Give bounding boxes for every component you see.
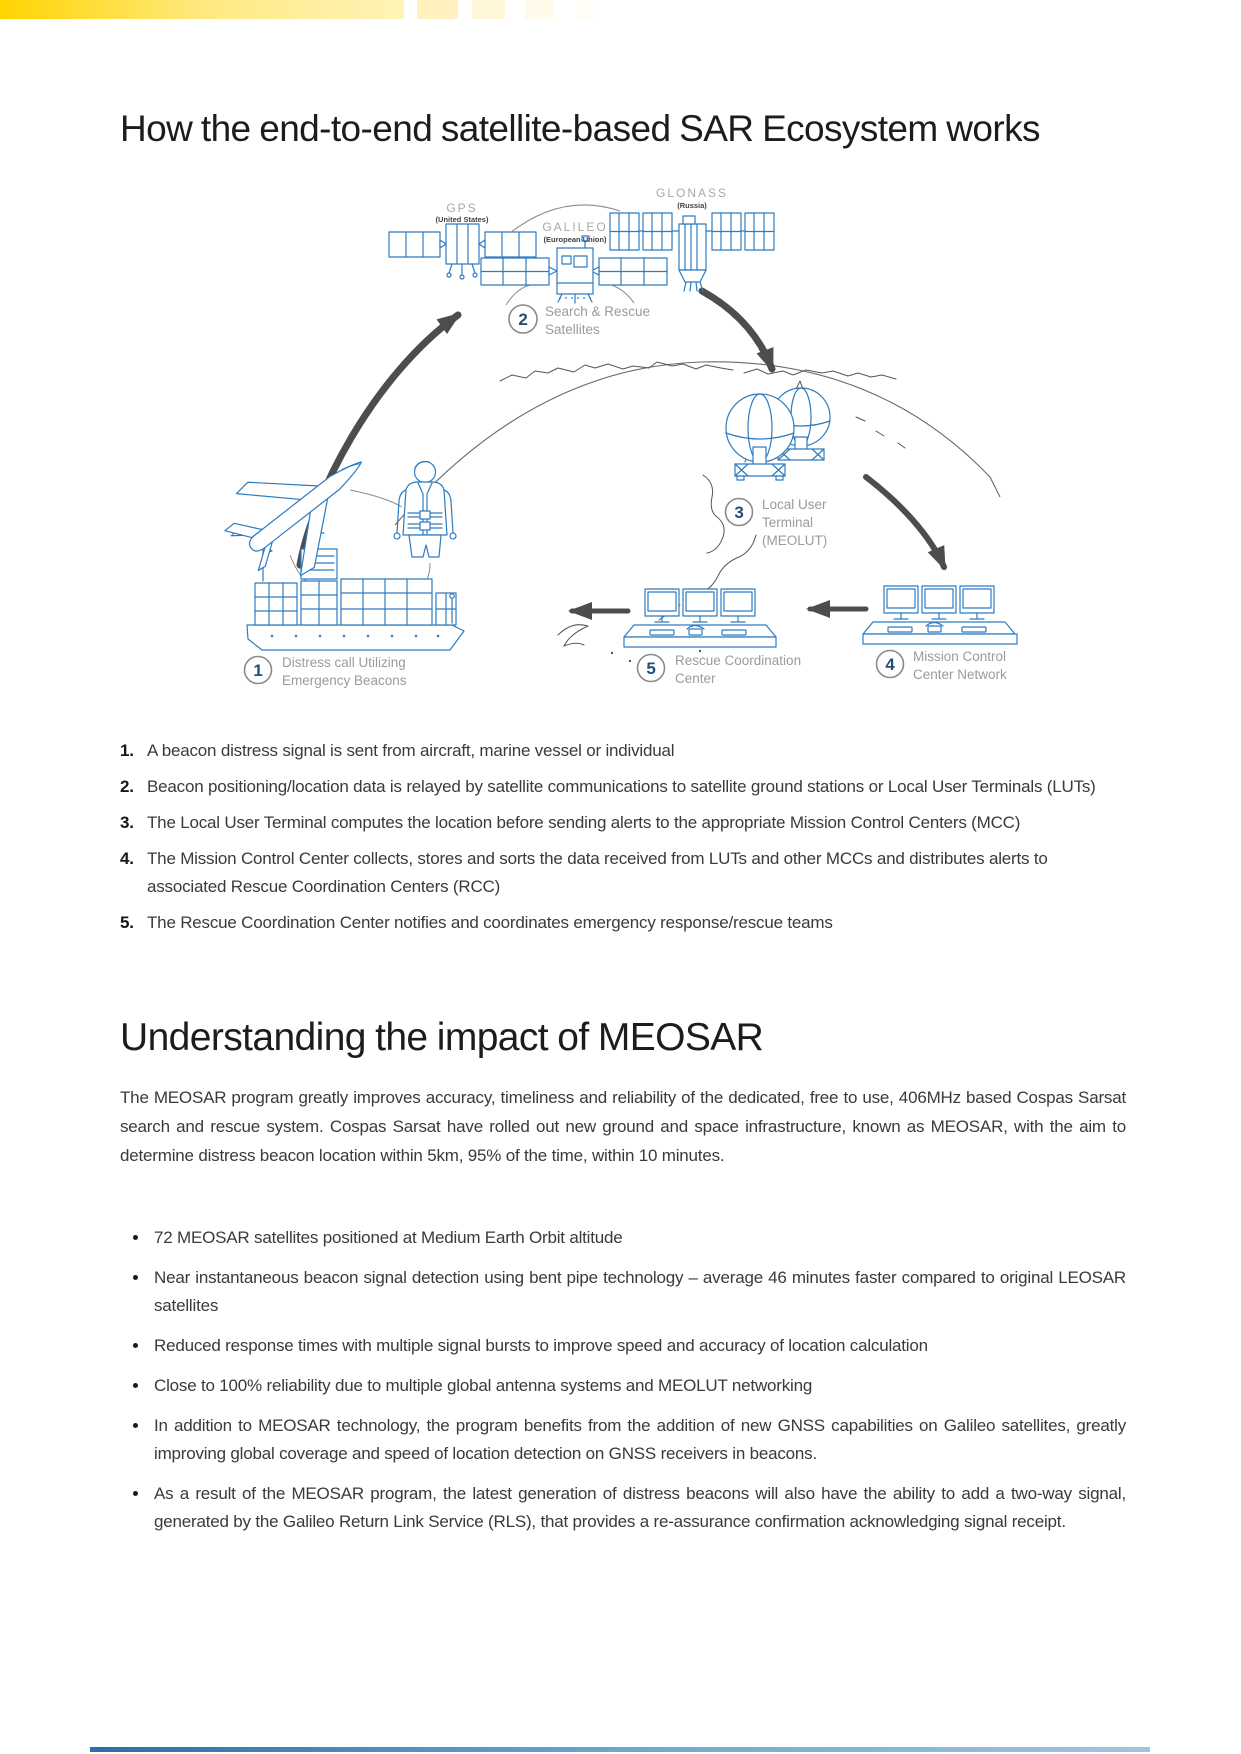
bullet-text: Reduced response times with multiple signal bursts to improve speed and accuracy of location calculation <box>154 1336 928 1355</box>
signal-arrows <box>300 291 944 611</box>
bullet-dot <box>133 1275 138 1280</box>
bullet-text: As a result of the MEOSAR program, the latest generation of distress beacons will also have the ability to add a two-way signal, generated by the Galileo Return Link Service (RLS), that provides a re-assurance confirmation acknowledging signal receipt. <box>154 1484 1126 1531</box>
svg-text:Mission Control: Mission Control <box>913 649 1007 664</box>
callout-5-rcc <box>638 653 802 686</box>
bullet-text: In addition to MEOSAR technology, the program benefits from the addition of new GNSS capabilities on Galileo satellites, greatly improving global coverage and speed of location detection on GNSS receivers in beacons. <box>154 1416 1126 1463</box>
callout-4-mcc <box>877 649 1008 682</box>
bullet-item <box>120 1372 1126 1400</box>
top-accent-bar <box>0 0 1241 19</box>
bullet-text: Close to 100% reliability due to multiple global antenna systems and MEOLUT networking <box>154 1376 813 1395</box>
bullet-item <box>120 1264 1126 1320</box>
bullet-item <box>120 1224 1126 1252</box>
gps-label: GPS <box>446 201 478 215</box>
bullet-dot <box>133 1235 138 1240</box>
bullet-dot <box>133 1491 138 1496</box>
svg-text:Terminal: Terminal <box>762 515 814 530</box>
gps-country-label: (United States) <box>435 215 489 224</box>
svg-text:4: 4 <box>885 655 895 674</box>
step-item <box>120 737 1126 765</box>
svg-text:3: 3 <box>734 503 744 522</box>
svg-text:Distress call Utilizing: Distress call Utilizing <box>282 655 406 670</box>
person-lifejacket-icon <box>394 462 456 558</box>
meosar-bullet-list <box>120 1224 1126 1548</box>
step-item <box>120 845 1126 901</box>
process-steps-list <box>120 737 1126 945</box>
arrow-lut-to-mcc <box>866 477 944 567</box>
step-text: The Mission Control Center collects, stores and sorts the data received from LUTs and other MCCs and distributes alerts to associated Rescue Coordination Centers (RCC) <box>147 849 1048 896</box>
aircraft-icon <box>210 419 395 596</box>
arrow-satellites-to-lut <box>702 291 772 369</box>
glonass-label: GLONASS <box>655 186 729 200</box>
svg-text:Search & Rescue: Search & Rescue <box>545 304 651 319</box>
bullet-dot <box>133 1343 138 1348</box>
page-title: How the end-to-end satellite-based SAR Ecosystem works <box>120 108 1040 149</box>
svg-text:Rescue Coordination: Rescue Coordination <box>675 653 802 668</box>
svg-text:(MEOLUT): (MEOLUT) <box>762 533 828 548</box>
step-number: 5. <box>120 913 134 932</box>
bullet-text: 72 MEOSAR satellites positioned at Medium Earth Orbit altitude <box>154 1228 623 1247</box>
galileo-country-label: (European Union) <box>543 235 607 244</box>
bullet-dot <box>133 1383 138 1388</box>
svg-text:Satellites: Satellites <box>545 322 600 337</box>
step-item <box>120 909 1126 937</box>
step-number: 3. <box>120 813 134 832</box>
bullet-item <box>120 1412 1126 1468</box>
bullet-item <box>120 1480 1126 1536</box>
step-text: A beacon distress signal is sent from aircraft, marine vessel or individual <box>147 741 675 760</box>
glonass-country-label: (Russia) <box>677 201 707 210</box>
step-number: 1. <box>120 741 134 760</box>
galileo-label: GALILEO <box>542 220 608 234</box>
step-number: 4. <box>120 849 134 868</box>
svg-text:Center: Center <box>675 671 716 686</box>
callout-3-meolut <box>726 497 828 548</box>
intro-paragraph: The MEOSAR program greatly improves accuracy, timeliness and reliability of the dedicated, free to use, 406MHz based Cospas Sarsat search and rescue system. Cospas Sarsat have rolled out new ground and space infrastructure, known as MEOSAR, with the aim to determine distress beacon location within 5km, 95% of the time, within 10 minutes. <box>120 1088 1126 1165</box>
svg-text:1: 1 <box>253 661 263 680</box>
step-text: Beacon positioning/location data is relayed by satellite communications to satellite ground stations or Local User Terminals (LUTs) <box>147 777 1096 796</box>
accent-gradient <box>0 0 404 19</box>
step-item <box>120 773 1126 801</box>
step-text: The Local User Terminal computes the location before sending alerts to the appropriate Mission Control Centers (MCC) <box>147 813 1021 832</box>
radome-antenna-icon <box>726 388 830 480</box>
step-number: 2. <box>120 777 134 796</box>
svg-text:2: 2 <box>518 310 528 329</box>
svg-text:Emergency Beacons: Emergency Beacons <box>282 673 407 688</box>
callout-1-beacons <box>245 655 407 688</box>
sar-ecosystem-diagram <box>0 185 1241 705</box>
bullet-text: Near instantaneous beacon signal detection using bent pipe technology – average 46 minutes faster compared to original LEOSAR satellites <box>154 1268 1126 1315</box>
step-item <box>120 809 1126 837</box>
svg-text:Local User: Local User <box>762 497 827 512</box>
callout-2-satellites <box>509 304 650 337</box>
bullet-dot <box>133 1423 138 1428</box>
svg-text:5: 5 <box>646 659 656 678</box>
mission-control-center-icon <box>863 586 1017 644</box>
diagram-svg <box>0 185 1241 705</box>
bullet-item <box>120 1332 1126 1360</box>
svg-text:Center Network: Center Network <box>913 667 1007 682</box>
footer-accent-bar <box>90 1747 1150 1752</box>
section-title: Understanding the impact of MEOSAR <box>120 1016 764 1059</box>
step-text: The Rescue Coordination Center notifies and coordinates emergency response/rescue teams <box>147 913 833 932</box>
rescue-coordination-center-icon <box>624 589 776 647</box>
